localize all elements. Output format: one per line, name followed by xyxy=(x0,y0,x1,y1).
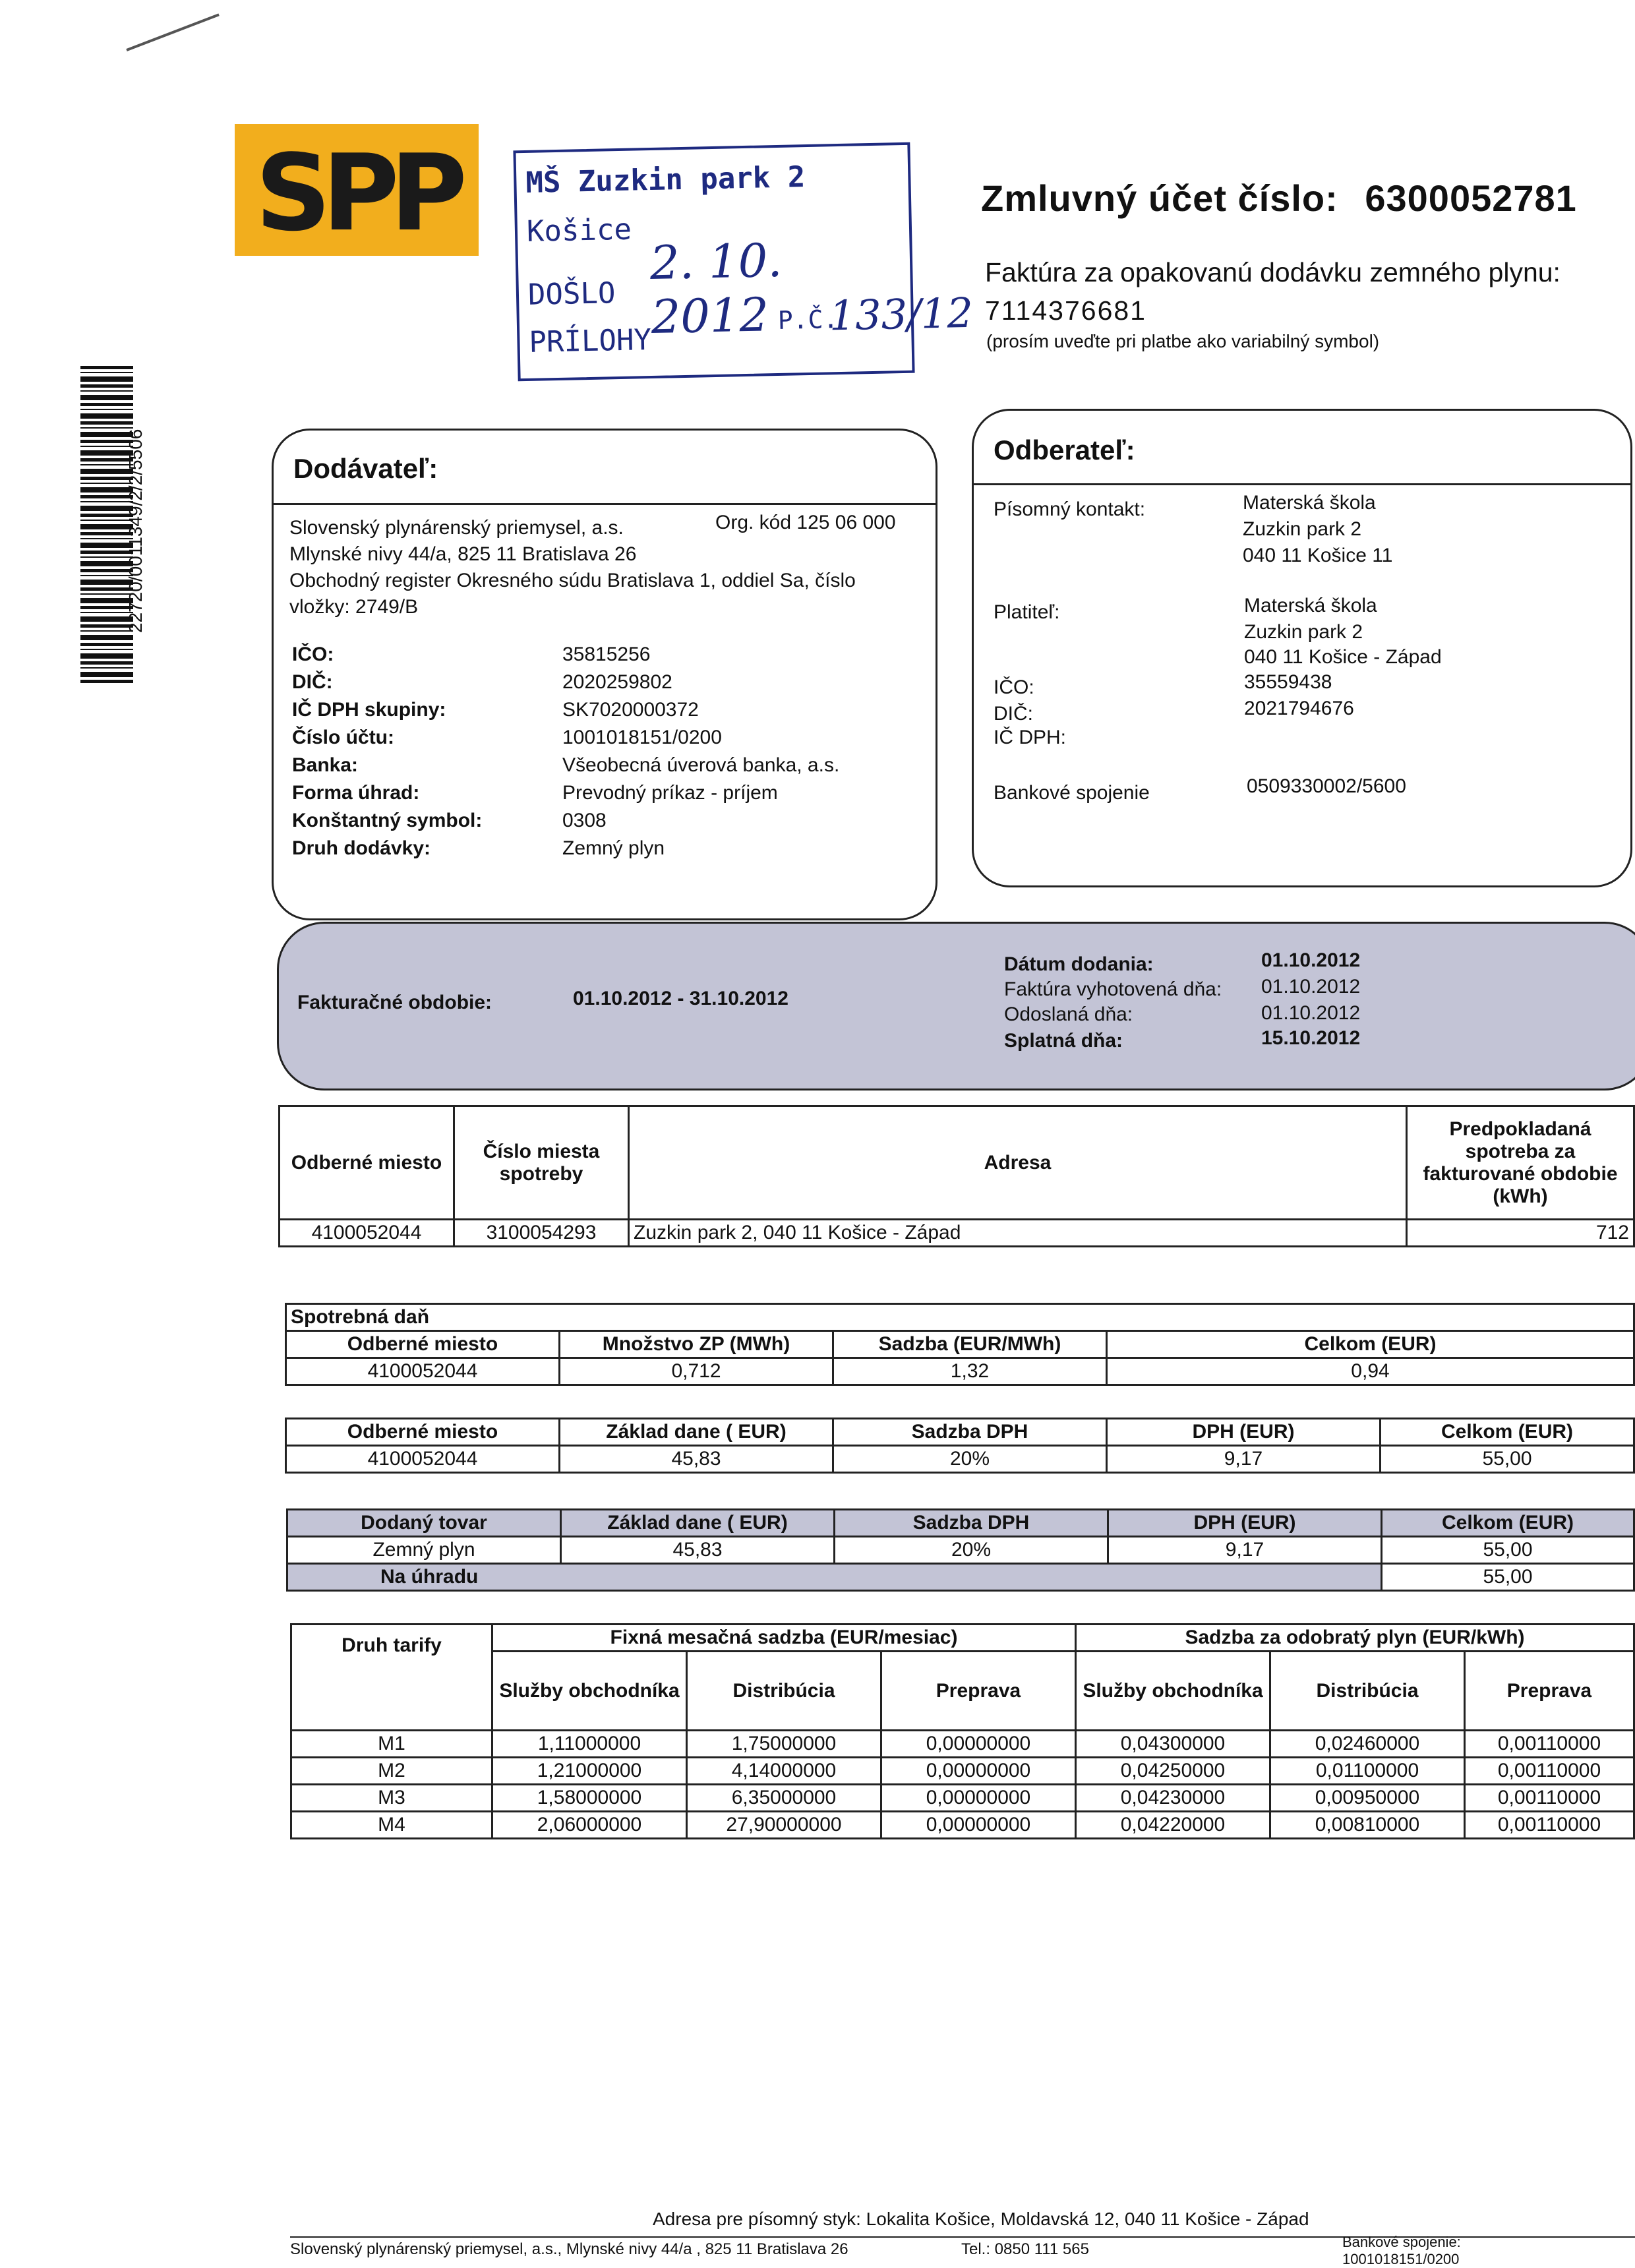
field-label: DIČ: xyxy=(292,671,333,693)
customer-ico-label: IČO: xyxy=(994,676,1034,698)
excise-table xyxy=(285,1303,1635,1386)
supplier-field xyxy=(292,752,925,780)
due-date: 15.10.2012 xyxy=(1261,1027,1361,1049)
stamp-line-3: DOŠLO xyxy=(527,276,616,312)
tariff-cell: 0,04300000 xyxy=(1076,1731,1270,1758)
place-header-3: Adresa xyxy=(629,1106,1407,1220)
spp-logo-text: SPP xyxy=(255,131,458,254)
customer-dic: 2021794676 xyxy=(1244,698,1354,719)
customer-icdph-label: IČ DPH: xyxy=(994,727,1067,748)
tariff-cell: 0,00950000 xyxy=(1270,1785,1465,1812)
stamp-line-4: PRÍLOHY xyxy=(528,323,652,359)
supplier-register: Obchodný register Okresného súdu Bratislava 1, oddiel Sa, číslo xyxy=(289,570,856,591)
place-value-3: Zuzkin park 2, 040 11 Košice - Západ xyxy=(629,1220,1407,1247)
payer-line-2: Zuzkin park 2 xyxy=(1244,621,1363,643)
vat-header-1: Odberné miesto xyxy=(286,1419,560,1446)
customer-bank: 0509330002/5600 xyxy=(1247,775,1406,797)
pen-mark xyxy=(126,13,219,51)
invoice-number: 7114376681 xyxy=(985,295,1146,326)
tariff-table xyxy=(290,1623,1635,1839)
tariff-cell: 0,00000000 xyxy=(881,1758,1076,1785)
place-value-4: 712 xyxy=(1407,1220,1634,1247)
tariff-sub-header xyxy=(291,1652,1634,1731)
issued-label: Faktúra vyhotovená dňa: xyxy=(1004,978,1222,1000)
invoice-note: (prosím uveďte pri platbe ako variabilný symbol) xyxy=(986,331,1380,351)
delivery-date: 01.10.2012 xyxy=(1261,949,1361,971)
excise-value-3: 1,32 xyxy=(833,1358,1107,1385)
supplier-field xyxy=(292,642,925,669)
billing-period-box xyxy=(277,922,1635,1090)
supplier-name: Slovenský plynárenský priemysel, a.s. xyxy=(289,517,624,539)
contact-line-1: Materská škola xyxy=(1243,492,1376,514)
footer-bank-label: Bankové spojenie: xyxy=(1342,2234,1461,2250)
goods-value-3: 20% xyxy=(835,1537,1108,1564)
tariff-cell: 1,75000000 xyxy=(687,1731,881,1758)
supplier-field xyxy=(292,725,925,752)
customer-header xyxy=(974,411,1630,485)
tariff-group-header xyxy=(291,1625,1634,1652)
field-value: Prevodný príkaz - príjem xyxy=(562,782,778,804)
excise-header-3: Sadzba (EUR/MWh) xyxy=(833,1331,1107,1358)
vat-header xyxy=(286,1419,1634,1446)
period-label: Fakturačné obdobie: xyxy=(297,992,492,1013)
sub-header-4: Služby obchodníka xyxy=(1076,1652,1270,1731)
excise-title: Spotrebná daň xyxy=(286,1304,1634,1331)
supplier-org-code: Org. kód 125 06 000 xyxy=(715,512,896,533)
payer-line-1: Materská škola xyxy=(1244,595,1377,616)
tariff-cell: 0,00110000 xyxy=(1465,1731,1634,1758)
table-row xyxy=(291,1731,1634,1758)
table-row xyxy=(286,1358,1634,1385)
vat-value-3: 20% xyxy=(833,1446,1107,1473)
supplier-field xyxy=(292,835,925,863)
excise-header xyxy=(286,1331,1634,1358)
table-row xyxy=(291,1758,1634,1785)
tariff-cell: 0,00810000 xyxy=(1270,1812,1465,1839)
field-label: IČO: xyxy=(292,643,334,665)
goods-total: 55,00 xyxy=(1382,1564,1634,1591)
vat-table xyxy=(285,1418,1635,1474)
stamp-line-1: MŠ Zuzkin park 2 xyxy=(525,160,806,200)
table-row xyxy=(287,1537,1634,1564)
customer-box xyxy=(972,409,1632,887)
vat-value-4: 9,17 xyxy=(1107,1446,1381,1473)
supplier-box xyxy=(272,429,937,920)
table-row xyxy=(291,1785,1634,1812)
tariff-cell: 0,00000000 xyxy=(881,1731,1076,1758)
tariff-cell: 1,11000000 xyxy=(492,1731,687,1758)
supplier-field xyxy=(292,669,925,697)
goods-total-row xyxy=(287,1564,1634,1591)
field-value: 35815256 xyxy=(562,643,651,665)
tariff-cell: 6,35000000 xyxy=(687,1785,881,1812)
vat-header-2: Základ dane ( EUR) xyxy=(560,1419,833,1446)
spp-logo-graphic xyxy=(235,124,479,256)
excise-header-4: Celkom (EUR) xyxy=(1107,1331,1634,1358)
tariff-cell: 1,58000000 xyxy=(492,1785,687,1812)
supplier-field xyxy=(292,780,925,808)
sub-header-2: Distribúcia xyxy=(687,1652,881,1731)
delivery-label: Dátum dodania: xyxy=(1004,953,1154,975)
supplier-field xyxy=(292,808,925,835)
field-label: Konštantný symbol: xyxy=(292,810,483,831)
place-value-2: 3100054293 xyxy=(454,1220,629,1247)
due-label: Splatná dňa: xyxy=(1004,1030,1123,1052)
excise-value-4: 0,94 xyxy=(1107,1358,1634,1385)
goods-header-1: Dodaný tovar xyxy=(287,1510,561,1537)
supplier-register-2: vložky: 2749/B xyxy=(289,596,419,618)
customer-dic-label: DIČ: xyxy=(994,703,1033,725)
field-value: SK7020000372 xyxy=(562,699,699,721)
tariff-cell: 2,06000000 xyxy=(492,1812,687,1839)
tariff-name: M3 xyxy=(291,1785,492,1812)
vat-header-4: DPH (EUR) xyxy=(1107,1419,1381,1446)
table-row xyxy=(291,1812,1634,1839)
goods-header xyxy=(287,1510,1634,1537)
sub-header-1: Služby obchodníka xyxy=(492,1652,687,1731)
vat-value-5: 55,00 xyxy=(1381,1446,1634,1473)
contact-line-3: 040 11 Košice 11 xyxy=(1243,545,1393,566)
tariff-cell: 0,00110000 xyxy=(1465,1758,1634,1785)
supplier-address: Mlynské nivy 44/a, 825 11 Bratislava 26 xyxy=(289,543,637,565)
goods-header-2: Základ dane ( EUR) xyxy=(561,1510,835,1537)
field-value: Všeobecná úverová banka, a.s. xyxy=(562,754,840,776)
excise-title-row xyxy=(286,1304,1634,1331)
field-label: Druh dodávky: xyxy=(292,837,431,859)
account-title-label: Zmluvný účet číslo: xyxy=(981,177,1338,219)
place-value-1: 4100052044 xyxy=(280,1220,454,1247)
tariff-cell: 0,00000000 xyxy=(881,1785,1076,1812)
field-value: 1001018151/0200 xyxy=(562,727,722,748)
field-value: 2020259802 xyxy=(562,671,672,693)
footer-bank: 1001018151/0200 xyxy=(1342,2251,1460,2267)
tariff-cell: 1,21000000 xyxy=(492,1758,687,1785)
sent-date: 01.10.2012 xyxy=(1261,1002,1361,1024)
field-label: Forma úhrad: xyxy=(292,782,420,804)
sub-header-5: Distribúcia xyxy=(1270,1652,1465,1731)
place-table-header xyxy=(280,1106,1634,1220)
stamp-pc-label: P.Č. xyxy=(777,305,839,335)
excise-header-2: Množstvo ZP (MWh) xyxy=(560,1331,833,1358)
goods-header-4: DPH (EUR) xyxy=(1108,1510,1382,1537)
field-value: 0308 xyxy=(562,810,607,831)
place-header-1: Odberné miesto xyxy=(280,1106,454,1220)
goods-header-5: Celkom (EUR) xyxy=(1382,1510,1634,1537)
tariff-header: Druh tarify xyxy=(291,1625,492,1731)
stamp-pc-value: 133/12 xyxy=(828,288,974,340)
payer-line-3: 040 11 Košice - Západ xyxy=(1244,646,1442,668)
tariff-cell: 0,02460000 xyxy=(1270,1731,1465,1758)
supplier-field xyxy=(292,697,925,725)
footer-address: Adresa pre písomný styk: Lokalita Košice, Moldavská 12, 040 11 Košice - Západ xyxy=(653,2209,1309,2229)
vat-value-1: 4100052044 xyxy=(286,1446,560,1473)
field-label: IČ DPH skupiny: xyxy=(292,699,446,721)
spp-logo xyxy=(235,124,479,256)
footer-phone: Tel.: 0850 111 565 xyxy=(961,2240,1089,2258)
tariff-name: M1 xyxy=(291,1731,492,1758)
vat-value-2: 45,83 xyxy=(560,1446,833,1473)
place-table xyxy=(278,1105,1635,1247)
payer-label: Platiteľ: xyxy=(994,601,1060,623)
customer-bank-label: Bankové spojenie xyxy=(994,782,1150,804)
goods-header-3: Sadzba DPH xyxy=(835,1510,1108,1537)
tariff-cell: 0,04230000 xyxy=(1076,1785,1270,1812)
goods-value-2: 45,83 xyxy=(561,1537,835,1564)
stamp-line-2: Košice xyxy=(526,212,632,249)
goods-value-5: 55,00 xyxy=(1382,1537,1634,1564)
excise-value-2: 0,712 xyxy=(560,1358,833,1385)
tariff-cell: 0,04250000 xyxy=(1076,1758,1270,1785)
sub-header-6: Preprava xyxy=(1465,1652,1634,1731)
place-header-2: Číslo miesta spotreby xyxy=(454,1106,629,1220)
tariff-name: M2 xyxy=(291,1758,492,1785)
tariff-cell: 0,00110000 xyxy=(1465,1812,1634,1839)
account-title xyxy=(981,177,1577,220)
table-row xyxy=(280,1220,1634,1247)
goods-table xyxy=(286,1508,1635,1592)
issued-date: 01.10.2012 xyxy=(1261,976,1361,998)
field-label: Banka: xyxy=(292,754,359,776)
vat-header-3: Sadzba DPH xyxy=(833,1419,1107,1446)
tariff-cell: 27,90000000 xyxy=(687,1812,881,1839)
goods-value-1: Zemný plyn xyxy=(287,1537,561,1564)
gas-rate-header: Sadzba za odobratý plyn (EUR/kWh) xyxy=(1076,1625,1634,1652)
tariff-cell: 0,04220000 xyxy=(1076,1812,1270,1839)
field-label: Číslo účtu: xyxy=(292,727,394,748)
vat-header-5: Celkom (EUR) xyxy=(1381,1419,1634,1446)
customer-ico: 35559438 xyxy=(1244,671,1332,693)
supplier-heading: Dodávateľ: xyxy=(293,453,438,484)
goods-value-4: 9,17 xyxy=(1108,1537,1382,1564)
place-header-4: Predpokladaná spotreba za fakturované obdobie (kWh) xyxy=(1407,1106,1634,1220)
customer-heading: Odberateľ: xyxy=(994,434,1135,465)
supplier-fields xyxy=(292,642,925,863)
fixed-rate-header: Fixná mesačná sadzba (EUR/mesiac) xyxy=(492,1625,1076,1652)
received-stamp xyxy=(513,142,974,382)
invoice-label: Faktúra za opakovanú dodávku zemného plynu: xyxy=(985,257,1561,287)
barcode-number: 22720/0011349/2/2/5506 xyxy=(125,429,146,633)
excise-value-1: 4100052044 xyxy=(286,1358,560,1385)
tariff-cell: 0,00110000 xyxy=(1465,1785,1634,1812)
sent-label: Odoslaná dňa: xyxy=(1004,1003,1133,1025)
goods-total-label: Na úhradu xyxy=(287,1564,1382,1591)
field-value: Zemný plyn xyxy=(562,837,665,859)
tariff-cell: 0,00000000 xyxy=(881,1812,1076,1839)
table-row xyxy=(286,1446,1634,1473)
stamp-handwritten-date: 2. 10. 2012 xyxy=(649,233,783,345)
footer-company: Slovenský plynárenský priemysel, a.s., Mlynské nivy 44/a , 825 11 Bratislava 26 xyxy=(290,2240,848,2258)
contact-label: Písomný kontakt: xyxy=(994,498,1146,520)
tariff-name: M4 xyxy=(291,1812,492,1839)
tariff-cell: 0,01100000 xyxy=(1270,1758,1465,1785)
contact-line-2: Zuzkin park 2 xyxy=(1243,518,1362,540)
period-value: 01.10.2012 - 31.10.2012 xyxy=(573,988,788,1009)
sub-header-3: Preprava xyxy=(881,1652,1076,1731)
supplier-header xyxy=(274,431,936,505)
excise-header-1: Odberné miesto xyxy=(286,1331,560,1358)
account-number: 6300052781 xyxy=(1365,177,1577,219)
tariff-cell: 4,14000000 xyxy=(687,1758,881,1785)
